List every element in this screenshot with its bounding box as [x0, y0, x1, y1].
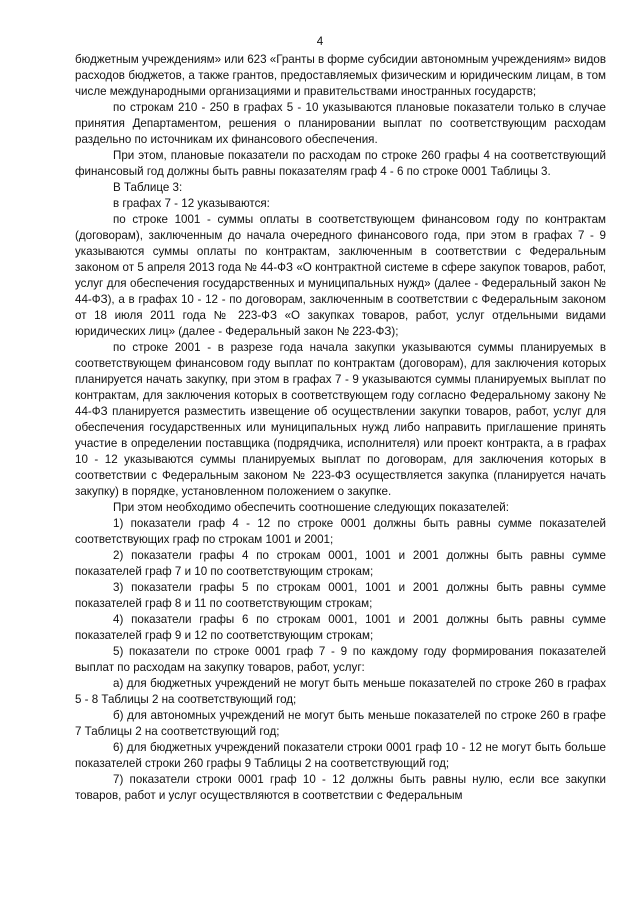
paragraph: в графах 7 - 12 указываются:	[113, 197, 270, 210]
paragraph: по строкам 210 - 250 в графах 5 - 10 указываются плановые показатели только в случае принятия Департаментом, решения о планировании выплат по соответствующим расходам раздельно по источникам их финансового обеспечения.	[75, 101, 606, 146]
page-number: 4	[316, 35, 324, 48]
paragraph: 4) показатели графы 6 по строкам 0001, 1001 и 2001 должны быть равны сумме показателей граф 9 и 12 по соответствующим строкам;	[75, 613, 606, 642]
paragraph: При этом необходимо обеспечить соотношение следующих показателей:	[113, 501, 509, 514]
paragraph: по строке 2001 - в разрезе года начала закупки указываются суммы планируемых в соответствующем финансовом году выплат по контрактам (договорам), для заключения которых планируется начать закупку, при этом в графах 7 - 9 указываются суммы планируемых выплат по контрактам, для заключения которых в соответствующем году согласно Федеральному закону № 44-ФЗ планируется разместить извещение об осуществлении закупки товаров, работ, услуг для обеспечения государственных или муниципальных нужд либо направить приглашение принять участие в определении поставщика (подрядчика, исполнителя) или проект контракта, а в графах 10 - 12 указываются суммы планируемых выплат по договорам, для заключения которых в соответствии с Федеральным законом № 223-ФЗ осуществляется закупка (планируется начать закупку) в порядке, установленном положением о закупке.	[75, 341, 606, 498]
paragraph: а) для бюджетных учреждений не могут быть меньше показателей по строке 260 в графах 5 - 8 Таблицы 2 на соответствующий год;	[75, 677, 606, 706]
paragraph: бюджетным учреждениям» или 623 «Гранты в форме субсидии автономным учреждениям» видов расходов бюджетов, а также грантов, предоставляемых физическим и юридическим лицам, в том числе международными организациями и правительствами иностранных государств;	[75, 53, 607, 98]
paragraph: 3) показатели графы 5 по строкам 0001, 1001 и 2001 должны быть равны сумме показателей граф 8 и 11 по соответствующим строкам;	[75, 581, 606, 610]
paragraph: 2) показатели графы 4 по строкам 0001, 1001 и 2001 должны быть равны сумме показателей граф 7 и 10 по соответствующим строкам;	[75, 549, 606, 578]
paragraph: 1) показатели граф 4 - 12 по строке 0001 должны быть равны сумме показателей соответствующих граф по строкам 1001 и 2001;	[75, 517, 606, 546]
document-body	[75, 52, 606, 804]
paragraph: б) для автономных учреждений не могут быть меньше показателей по строке 260 в графе 7 Таблицы 2 на соответствующий год;	[75, 709, 606, 738]
paragraph: В Таблице 3:	[113, 181, 183, 194]
paragraph: по строке 1001 - суммы оплаты в соответствующем финансовом году по контрактам (договорам), заключенным до начала очередного финансового года, при этом в графах 7 - 9 указываются суммы оплаты по контрактам, заключенным в соответствии с Федеральным законом от 5 апреля 2013 года № 44-ФЗ «О контрактной системе в сфере закупок товаров, работ, услуг для обеспечения государственных и муниципальных нужд» (далее - Федеральный закон № 44-ФЗ), а в графах 10 - 12 - по договорам, заключенным в соответствии с Федеральным законом от 18 июля 2011 года № 223-ФЗ «О закупках товаров, работ, услуг отдельными видами юридических лиц» (далее - Федеральный закон № 223-ФЗ);	[75, 213, 606, 338]
paragraph: При этом, плановые показатели по расходам по строке 260 графы 4 на соответствующий финансовый год должны быть равны показателям граф 4 - 6 по строке 0001 Таблицы 3.	[75, 149, 606, 178]
paragraph: 5) показатели по строке 0001 граф 7 - 9 по каждому году формирования показателей выплат по расходам на закупку товаров, работ, услуг:	[75, 645, 606, 674]
paragraph: 7) показатели строки 0001 граф 10 - 12 должны быть равны нулю, если все закупки товаров, работ и услуг осуществляются в соответствии с Федеральным	[75, 773, 606, 802]
paragraph: 6) для бюджетных учреждений показатели строки 0001 граф 10 - 12 не могут быть больше показателей строки 260 графы 9 Таблицы 2 на соответствующий год;	[75, 741, 606, 770]
